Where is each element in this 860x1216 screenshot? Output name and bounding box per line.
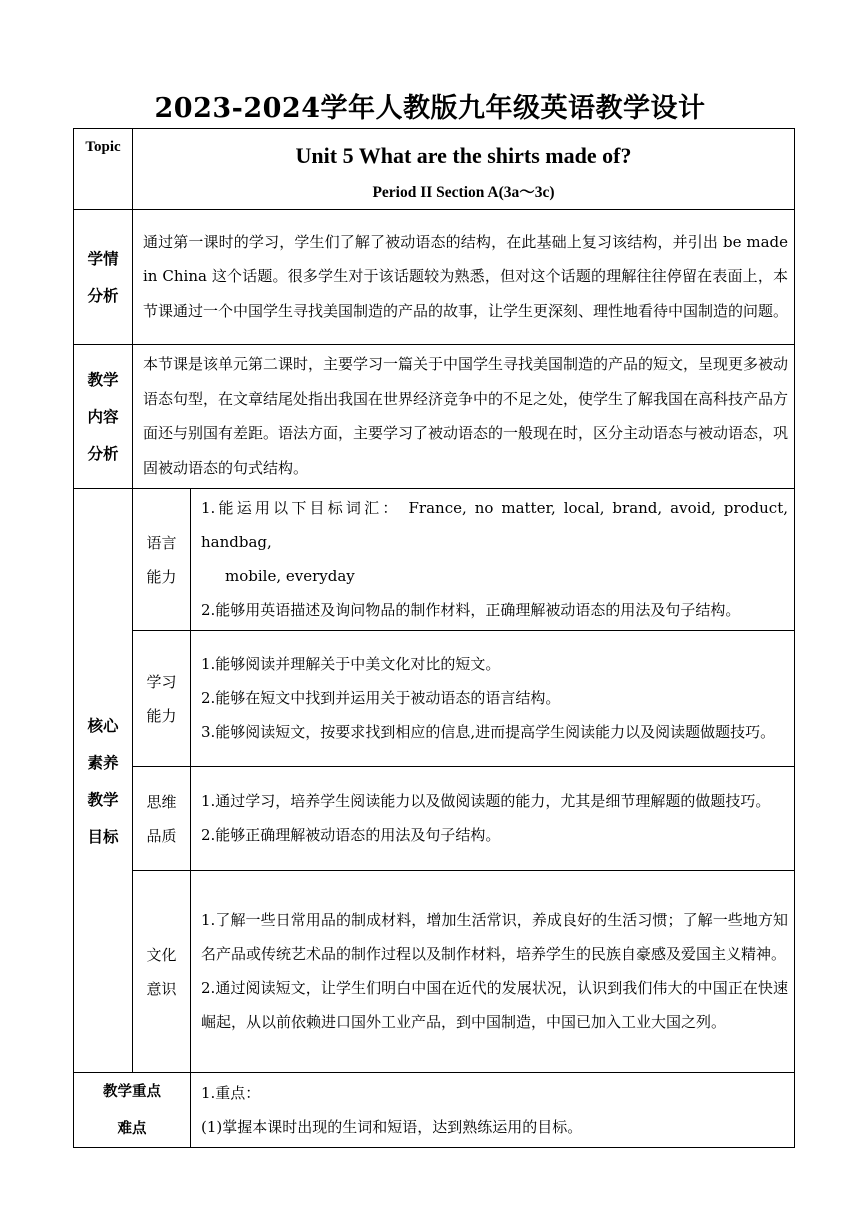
goal-row-culture xyxy=(74,871,795,1073)
goal-item: 1.能够阅读并理解关于中美文化对比的短文。 xyxy=(201,655,501,673)
goal-item: 2.能够正确理解被动语态的用法及句子结构。 xyxy=(201,826,501,844)
goal-name-culture-line1: 文化 xyxy=(146,945,177,964)
goal-item: 3.能够阅读短文，按要求找到相应的信息,进而提高学生阅读能力以及阅读题做题技巧。 xyxy=(201,723,776,741)
analysis-label-line2: 分析 xyxy=(87,286,119,305)
topic-cell xyxy=(133,129,795,210)
goal-name-thinking-line2: 品质 xyxy=(146,826,177,845)
goal-item: 2.能够用英语描述及询问物品的制作材料，正确理解被动语态的用法及句子结构。 xyxy=(201,601,741,619)
topic-row xyxy=(74,129,795,210)
goal-name-language-line2: 能力 xyxy=(146,567,177,586)
key-points-label xyxy=(74,1073,191,1148)
goal-row-thinking xyxy=(74,767,795,871)
content-analysis-label xyxy=(74,345,133,489)
goal-name-language-line1: 语言 xyxy=(146,533,177,552)
goal-name-language xyxy=(133,489,191,631)
core-goals-label-line4: 目标 xyxy=(87,826,119,846)
goal-name-learning-line2: 能力 xyxy=(146,706,177,725)
topic-label: Topic xyxy=(74,129,133,210)
goal-name-culture-line2: 意识 xyxy=(146,979,177,998)
content-analysis-row xyxy=(74,345,795,489)
goal-row-language xyxy=(74,489,795,631)
goal-items-culture xyxy=(191,871,795,1073)
analysis-label xyxy=(74,210,133,345)
goal-item: 1.通过学习，培养学生阅读能力以及做阅读题的能力，尤其是细节理解题的做题技巧。 xyxy=(201,792,771,810)
content-analysis-label-line2: 内容 xyxy=(87,407,119,426)
key-point-item: (1)掌握本课时出现的生词和短语，达到熟练运用的目标。 xyxy=(201,1117,583,1136)
goal-item: 1.能运用以下目标词汇： France, no matter, local, brand, avoid, product, handbag, xyxy=(201,499,788,551)
goal-name-learning-line1: 学习 xyxy=(146,672,177,691)
core-goals-label xyxy=(74,489,133,1073)
core-goals-label-line3: 教学 xyxy=(87,789,119,809)
analysis-text-cell xyxy=(133,210,795,345)
goal-row-learning xyxy=(74,631,795,767)
core-goals-label-line1: 核心 xyxy=(87,715,119,735)
key-points-label-line2: 难点 xyxy=(117,1120,147,1137)
key-point-item: 1.重点： xyxy=(201,1083,261,1102)
content-analysis-label-line3: 分析 xyxy=(87,444,119,463)
key-points-cell xyxy=(191,1073,795,1148)
goal-name-learning xyxy=(133,631,191,767)
analysis-label-line1: 学情 xyxy=(87,249,119,268)
document-title: 2023-2024学年人教版九年级英语教学设计 xyxy=(154,93,706,124)
key-points-label-line1: 教学重点 xyxy=(103,1083,161,1100)
analysis-text: 通过第一课时的学习，学生们了解了被动语态的结构，在此基础上复习该结构，并引出 be made in China 这个话题。很多学生对于该话题较为熟悉，但对这个话题的理解往往停留在表面上，本节课通过一个中国学生寻找美国制造的产品的故事，让学生更深刻、理性地看待中国制造的问题。 xyxy=(143,232,789,320)
core-goals-label-line2: 素养 xyxy=(87,752,119,772)
content-analysis-label-line1: 教学 xyxy=(87,370,119,389)
goal-item: 2.通过阅读短文，让学生们明白中国在近代的发展状况，认识到我们伟大的中国正在快速崛起，从以前依赖进口国外工业产品，到中国制造，中国已加入工业大国之列。 xyxy=(201,979,788,1031)
content-analysis-text: 本节课是该单元第二课时，主要学习一篇关于中国学生寻找美国制造的产品的短文，呈现更多被动语态句型，在文章结尾处指出我国在世界经济竞争中的不足之处，使学生了解我国在高科技产品方面还与别国有差距。语法方面，主要学习了被动语态的一般现在时，区分主动语态与被动语态，巩固被动语态的句式结构。 xyxy=(143,355,789,477)
goal-name-thinking xyxy=(133,767,191,871)
goal-item: 1.了解一些日常用品的制成材料，增加生活常识，养成良好的生活习惯；了解一些地方知名产品或传统艺术品的制作过程以及制作材料，培养学生的民族自豪感及爱国主义精神。 xyxy=(201,911,788,963)
key-points-row xyxy=(74,1073,795,1148)
goal-items-learning xyxy=(191,631,795,767)
unit-title: Unit 5 What are the shirts made of? xyxy=(295,143,632,168)
content-analysis-text-cell xyxy=(133,345,795,489)
goal-name-culture xyxy=(133,871,191,1073)
lesson-plan-table xyxy=(73,128,795,1148)
analysis-row xyxy=(74,210,795,345)
goal-item: 2.能够在短文中找到并运用关于被动语态的语言结构。 xyxy=(201,689,561,707)
goal-items-language xyxy=(191,489,795,631)
goal-name-thinking-line1: 思维 xyxy=(146,792,177,811)
goal-items-thinking xyxy=(191,767,795,871)
goal-item: mobile, everyday xyxy=(225,567,355,585)
period-subtitle: Period II Section A(3a～3c) xyxy=(372,184,555,201)
